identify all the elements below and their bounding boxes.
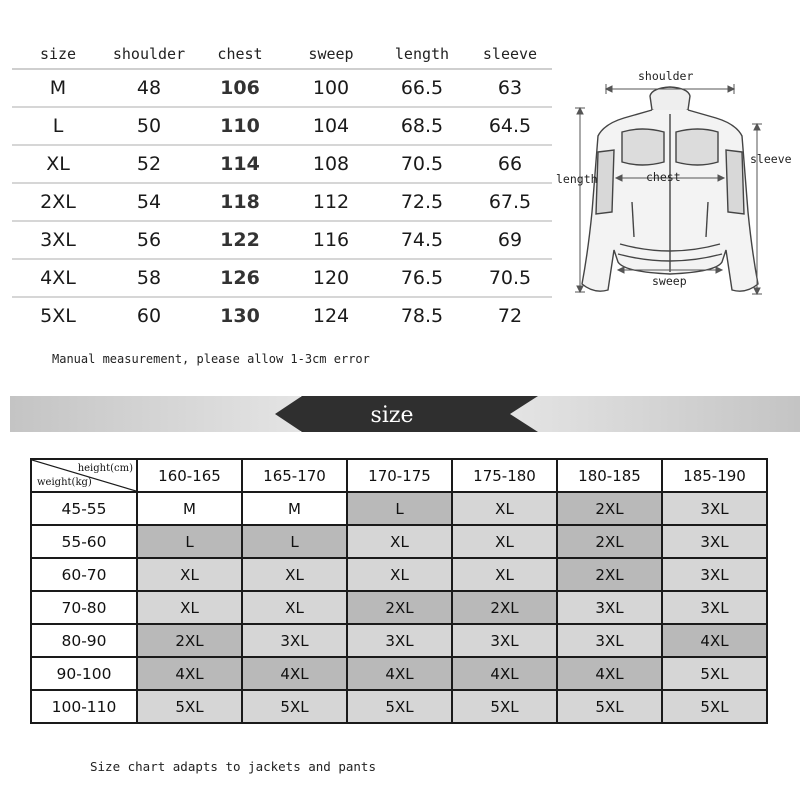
size-banner xyxy=(10,396,800,432)
cell-length: 74.5 xyxy=(400,229,444,251)
size-grid-header-row xyxy=(31,459,767,492)
weight-header: 55-60 xyxy=(31,525,137,558)
header-shoulder: shoulder xyxy=(112,45,186,63)
cell-length: 70.5 xyxy=(400,153,444,175)
cell-sweep: 100 xyxy=(312,77,350,99)
size-cell: 2XL xyxy=(137,624,242,657)
banner-title: size xyxy=(370,403,414,428)
size-cell: 3XL xyxy=(452,624,557,657)
cell-sweep: 112 xyxy=(312,191,350,213)
size-cell: 4XL xyxy=(242,657,347,690)
size-cell: XL xyxy=(242,591,347,624)
cell-sleeve: 63 xyxy=(497,77,523,99)
size-cell: 3XL xyxy=(557,591,662,624)
cell-shoulder: 60 xyxy=(136,305,162,327)
measurement-row xyxy=(12,146,552,184)
measurement-row xyxy=(12,298,552,334)
size-cell: 2XL xyxy=(557,525,662,558)
measurement-header-row xyxy=(12,40,552,70)
cell-size: 5XL xyxy=(40,305,76,327)
weight-header: 90-100 xyxy=(31,657,137,690)
jacket-diagram xyxy=(552,62,800,302)
header-chest: chest xyxy=(217,45,263,63)
label-sleeve: sleeve xyxy=(750,152,792,166)
height-header: 170-175 xyxy=(347,459,452,492)
size-grid-row xyxy=(31,525,767,558)
cell-sweep: 120 xyxy=(312,267,350,289)
header-sleeve: sleeve xyxy=(482,45,538,63)
size-cell: 4XL xyxy=(137,657,242,690)
cell-sleeve: 69 xyxy=(497,229,523,251)
weight-header: 45-55 xyxy=(31,492,137,525)
header-size: size xyxy=(39,45,77,63)
cell-shoulder: 52 xyxy=(136,153,162,175)
corner-height-label: height(cm) xyxy=(77,463,133,474)
size-grid-table xyxy=(30,458,768,724)
size-cell: 4XL xyxy=(452,657,557,690)
weight-header: 70-80 xyxy=(31,591,137,624)
size-cell: 5XL xyxy=(452,690,557,723)
cell-length: 68.5 xyxy=(400,115,444,137)
size-cell: 2XL xyxy=(557,492,662,525)
size-grid-row xyxy=(31,492,767,525)
size-cell: 3XL xyxy=(662,525,767,558)
size-cell: 5XL xyxy=(662,690,767,723)
size-grid-row xyxy=(31,558,767,591)
weight-header: 60-70 xyxy=(31,558,137,591)
size-cell: XL xyxy=(137,591,242,624)
size-cell: 4XL xyxy=(557,657,662,690)
label-sweep: sweep xyxy=(652,274,687,288)
height-header: 175-180 xyxy=(452,459,557,492)
cell-chest: 114 xyxy=(220,153,260,175)
size-cell: 3XL xyxy=(347,624,452,657)
cell-sleeve: 70.5 xyxy=(488,267,532,289)
size-cell: 3XL xyxy=(242,624,347,657)
size-cell: 3XL xyxy=(662,492,767,525)
cell-length: 72.5 xyxy=(400,191,444,213)
cell-sleeve: 64.5 xyxy=(488,115,532,137)
measurement-row xyxy=(12,184,552,222)
cell-shoulder: 48 xyxy=(136,77,162,99)
size-grid-row xyxy=(31,591,767,624)
size-cell: 5XL xyxy=(137,690,242,723)
measurement-row xyxy=(12,260,552,298)
size-cell: 3XL xyxy=(557,624,662,657)
size-cell: 2XL xyxy=(452,591,557,624)
cell-length: 66.5 xyxy=(400,77,444,99)
cell-shoulder: 56 xyxy=(136,229,162,251)
header-sweep: sweep xyxy=(308,45,354,63)
measurement-table xyxy=(12,40,552,334)
size-grid-row xyxy=(31,624,767,657)
size-cell: XL xyxy=(137,558,242,591)
size-cell: 5XL xyxy=(557,690,662,723)
size-cell: M xyxy=(242,492,347,525)
size-cell: L xyxy=(242,525,347,558)
size-cell: M xyxy=(137,492,242,525)
height-header: 185-190 xyxy=(662,459,767,492)
header-length: length xyxy=(394,45,450,63)
size-cell: XL xyxy=(452,525,557,558)
measurement-note: Manual measurement, please allow 1-3cm error xyxy=(52,352,370,366)
cell-size: M xyxy=(49,77,67,99)
cell-sweep: 108 xyxy=(312,153,350,175)
banner-graphic xyxy=(10,396,800,432)
size-cell: 2XL xyxy=(557,558,662,591)
cell-size: L xyxy=(52,115,64,137)
height-header: 160-165 xyxy=(137,459,242,492)
cell-sleeve: 72 xyxy=(497,305,523,327)
size-grid-note: Size chart adapts to jackets and pants xyxy=(90,759,376,774)
size-cell: XL xyxy=(347,525,452,558)
size-cell: 2XL xyxy=(347,591,452,624)
cell-size: 4XL xyxy=(40,267,76,289)
size-cell: 5XL xyxy=(347,690,452,723)
cell-chest: 130 xyxy=(220,305,260,327)
cell-chest: 106 xyxy=(220,77,260,99)
cell-chest: 118 xyxy=(220,191,260,213)
size-cell: 3XL xyxy=(662,591,767,624)
cell-shoulder: 54 xyxy=(136,191,162,213)
cell-chest: 122 xyxy=(220,229,260,251)
weight-header: 80-90 xyxy=(31,624,137,657)
size-cell: XL xyxy=(347,558,452,591)
measurement-row xyxy=(12,222,552,260)
cell-shoulder: 58 xyxy=(136,267,162,289)
size-cell: L xyxy=(347,492,452,525)
cell-length: 78.5 xyxy=(400,305,444,327)
size-cell: XL xyxy=(452,558,557,591)
label-shoulder: shoulder xyxy=(638,69,694,83)
size-cell: 5XL xyxy=(662,657,767,690)
cell-size: XL xyxy=(46,153,70,175)
weight-header: 100-110 xyxy=(31,690,137,723)
cell-sleeve: 67.5 xyxy=(488,191,532,213)
measurement-row xyxy=(12,70,552,108)
size-grid-row xyxy=(31,657,767,690)
label-chest: chest xyxy=(646,170,681,184)
height-header: 180-185 xyxy=(557,459,662,492)
cell-size: 2XL xyxy=(40,191,76,213)
cell-chest: 110 xyxy=(220,115,260,137)
size-cell: XL xyxy=(242,558,347,591)
size-cell: 3XL xyxy=(662,558,767,591)
cell-sweep: 124 xyxy=(312,305,350,327)
cell-sweep: 116 xyxy=(312,229,350,251)
cell-shoulder: 50 xyxy=(136,115,162,137)
cell-sweep: 104 xyxy=(312,115,350,137)
height-header: 165-170 xyxy=(242,459,347,492)
size-cell: 4XL xyxy=(347,657,452,690)
size-cell: XL xyxy=(452,492,557,525)
corner-cell xyxy=(31,459,137,492)
size-cell: 4XL xyxy=(662,624,767,657)
size-cell: L xyxy=(137,525,242,558)
label-length: length xyxy=(556,172,598,186)
cell-sleeve: 66 xyxy=(497,153,523,175)
corner-weight-label: weight(kg) xyxy=(37,477,92,488)
cell-size: 3XL xyxy=(40,229,76,251)
measurement-row xyxy=(12,108,552,146)
size-grid-row xyxy=(31,690,767,723)
size-cell: 5XL xyxy=(242,690,347,723)
cell-length: 76.5 xyxy=(400,267,444,289)
cell-chest: 126 xyxy=(220,267,260,289)
